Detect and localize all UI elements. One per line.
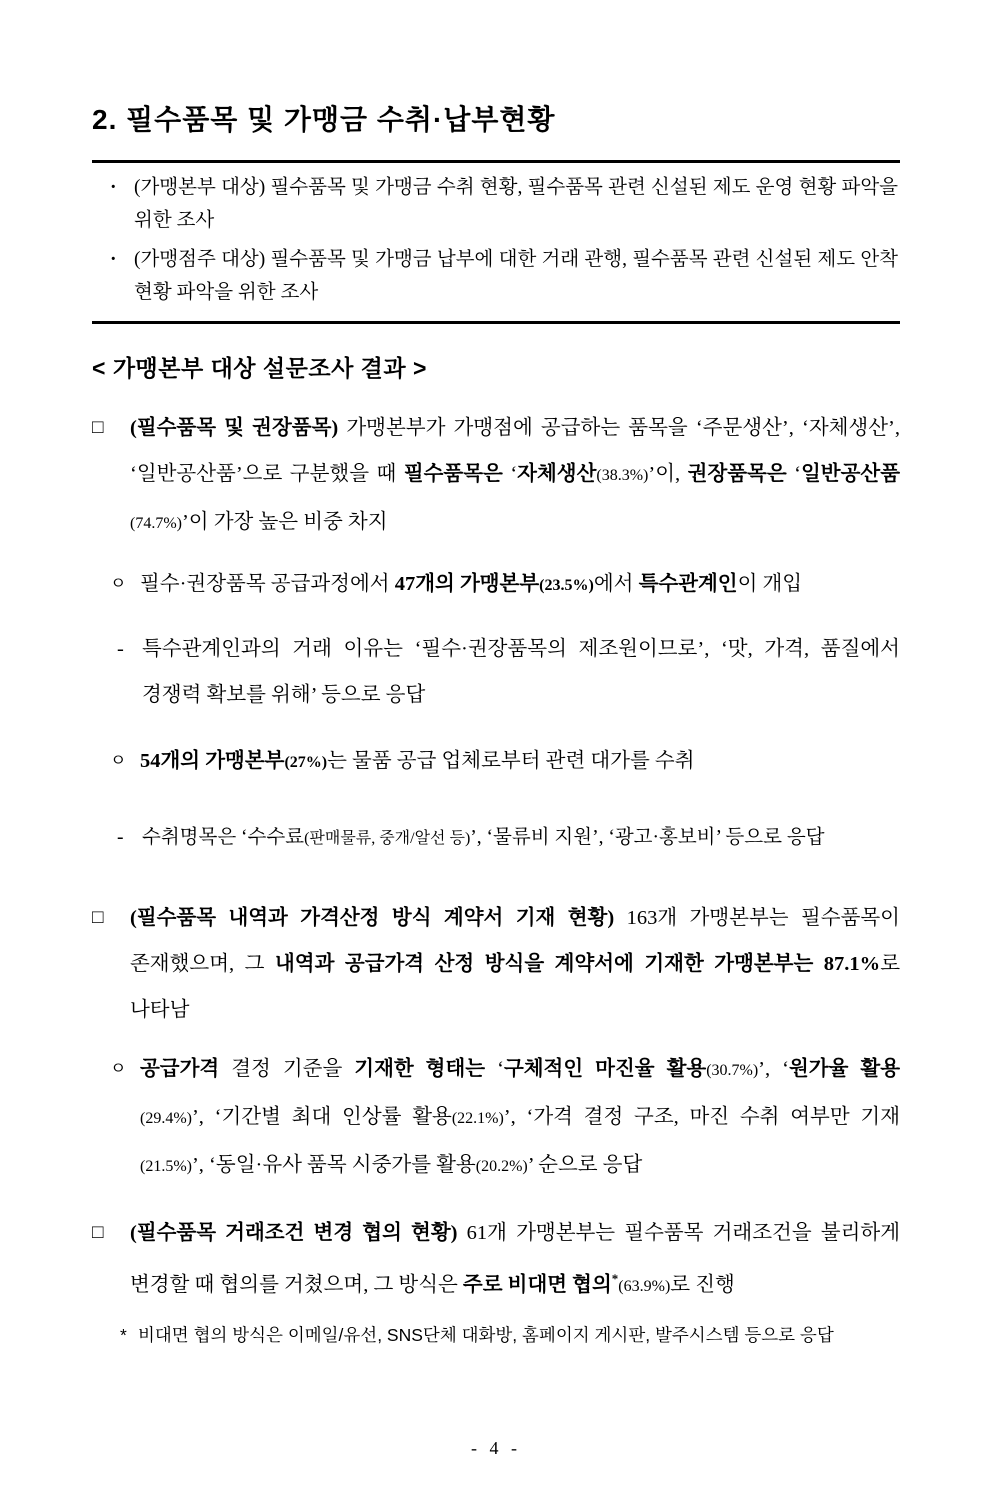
section-heading: < 가맹본부 대상 설문조사 결과 > xyxy=(92,355,427,381)
paragraph-transaction-reason xyxy=(92,626,900,718)
paragraph-text: 공급가격 결정 기준을 기재한 형태는 ‘구체적인 마진율 활용(30.7%)’, ‘원가율 활용(29.4%)’, ‘기간별 최대 인상률 활용(22.1%)’, ‘가격 결정 구조, 마진 수취 여부만 기재(21.5%)’, ‘동일·유사 품목 시중가를 활용(20.2%)’ 순으로 응답 xyxy=(140,1058,901,1176)
paragraph-text: 필수·권장품목 공급과정에서 47개의 가맹본부(23.5%)에서 특수관계인이 개입 xyxy=(140,573,803,595)
summary-item xyxy=(94,243,898,309)
paragraph-compensation-types xyxy=(92,815,900,862)
summary-box xyxy=(92,160,900,324)
summary-item-text: (가맹본부 대상) 필수품목 및 가맹금 수취 현황, 필수품목 관련 신설된 제도 운영 현황 파악을 위한 조사 xyxy=(134,177,898,231)
paragraph-required-recommended-items xyxy=(92,405,900,547)
paragraph-text: 수취명목은 ‘수수료(판매물류, 중개/알선 등)’, ‘물류비 지원’, ‘광고·홍보비’ 등으로 응답 xyxy=(142,827,825,848)
paragraph-contract-listing-status xyxy=(92,895,900,1033)
dash-bullet-icon: - xyxy=(117,638,124,660)
footnote-text: 비대면 협의 방식은 이메일/유선, SNS단체 대화방, 홈페이지 게시판, 발주시스템 등으로 응답 xyxy=(138,1324,834,1345)
dot-bullet-icon: · xyxy=(110,177,117,198)
square-bullet-icon: □ xyxy=(92,417,104,438)
circle-bullet-icon: ㅇ xyxy=(110,1059,127,1078)
paragraph-compensation-received xyxy=(92,738,900,786)
paragraph-text: 54개의 가맹본부(27%)는 물품 공급 업체로부터 관련 대가를 수취 xyxy=(140,750,695,772)
footnote xyxy=(92,1320,900,1350)
circle-bullet-icon: ㅇ xyxy=(110,751,127,770)
page-title: 2. 필수품목 및 가맹금 수취·납부현황 xyxy=(92,104,556,135)
document-page xyxy=(0,98,992,1350)
summary-item xyxy=(94,171,898,237)
paragraph-text: (필수품목 및 권장품목) 가맹본부가 가맹점에 공급하는 품목을 ‘주문생산’, ‘자체생산’, ‘일반공산품’으로 구분했을 때 필수품목은 ‘자체생산(38.3%)’이, 권장품목은 ‘일반공산품(74.7%)’이 가장 높은 비중 차지 xyxy=(130,417,901,533)
paragraph-text: (필수품목 내역과 가격산정 방식 계약서 기재 현황) 163개 가맹본부는 필수품목이 존재했으며, 그 내역과 공급가격 산정 방식을 계약서에 기재한 가맹본부는 87.1%로 나타남 xyxy=(130,907,900,1021)
page-number: - 4 - xyxy=(471,1438,521,1458)
circle-bullet-icon: ㅇ xyxy=(110,574,127,593)
square-bullet-icon: □ xyxy=(92,907,104,928)
paragraph-special-related-party xyxy=(92,561,900,609)
paragraph-text: (필수품목 거래조건 변경 협의 현황) 61개 가맹본부는 필수품목 거래조건을 불리하게 변경할 때 협의를 거쳤으며, 그 방식은 주로 비대면 협의*(63.9%)로 진행 xyxy=(130,1222,900,1296)
dot-bullet-icon: · xyxy=(110,249,117,270)
dash-bullet-icon: - xyxy=(117,827,124,848)
asterisk-icon: * xyxy=(120,1324,127,1345)
paragraph-condition-change-consultation xyxy=(92,1210,900,1310)
square-bullet-icon: □ xyxy=(92,1222,104,1243)
paragraph-price-decision-criteria xyxy=(92,1046,900,1190)
paragraph-text: 특수관계인과의 거래 이유는 ‘필수·권장품목의 제조원이므로’, ‘맛, 가격, 품질에서 경쟁력 확보를 위해’ 등으로 응답 xyxy=(142,638,900,706)
summary-item-text: (가맹점주 대상) 필수품목 및 가맹금 납부에 대한 거래 관행, 필수품목 관련 신설된 제도 안착 현황 파악을 위한 조사 xyxy=(134,249,898,303)
